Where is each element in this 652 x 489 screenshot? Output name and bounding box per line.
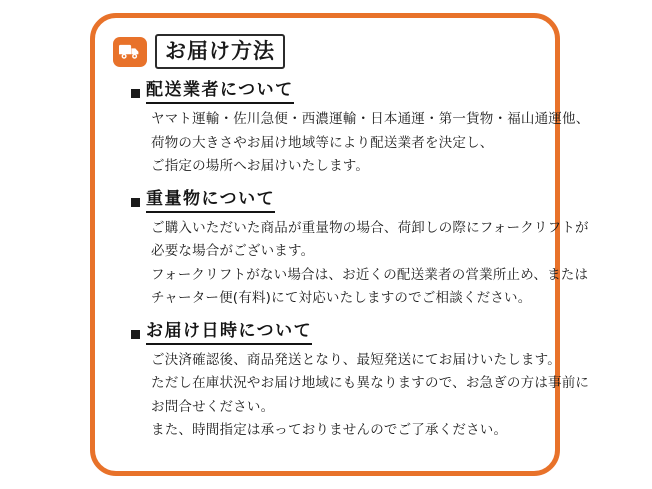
section-heading: 配送業者について [146,79,294,104]
section-body [151,217,589,310]
bullet-square-icon [131,198,140,207]
bullet-square-icon [131,89,140,98]
delivery-truck-icon [113,37,147,67]
panel-content [95,18,590,471]
bullet-square-icon [131,330,140,339]
body-line: ご決済確認後、商品発送となり、最短発送にてお届けいたします。 [151,352,561,369]
body-line: 荷物の大きさやお届け地域等により配送業者を決定し、 [151,134,494,151]
section-heading-row [131,79,539,104]
body-line: ご購入いただいた商品が重量物の場合、荷卸しの際にフォークリフトが [151,220,589,237]
body-line: また、時間指定は承っておりませんのでご了承ください。 [151,421,508,438]
page-title: お届け方法 [155,34,285,69]
section-heading-row [131,188,539,213]
section-heading: お届け日時について [146,320,312,345]
info-panel [90,13,590,476]
body-line: ヤマト運輸・佐川急便・西濃運輸・日本通運・第一貨物・福山通運他、 [151,111,590,128]
section-body [151,349,590,442]
section-delivery-carrier [111,79,590,178]
section-heavy-goods [111,188,589,310]
section-body [151,108,590,178]
section-heading: 重量物について [146,188,275,213]
body-line: ご指定の場所へお届けいたします。 [151,157,370,174]
body-line: フォークリフトがない場合は、お近くの配送業者の営業所止め、または [151,266,589,283]
body-line: 必要な場合がございます。 [151,243,315,260]
section-heading-row [131,320,539,345]
body-line: ただし在庫状況やお届け地域にも異なりますので、お急ぎの方は事前に [151,375,590,392]
section-delivery-datetime [111,320,590,442]
panel-title-row [113,34,539,69]
body-line: お問合せください。 [151,398,275,415]
body-line: チャーター便(有料)にて対応いたしますのでご相談ください。 [151,289,532,306]
